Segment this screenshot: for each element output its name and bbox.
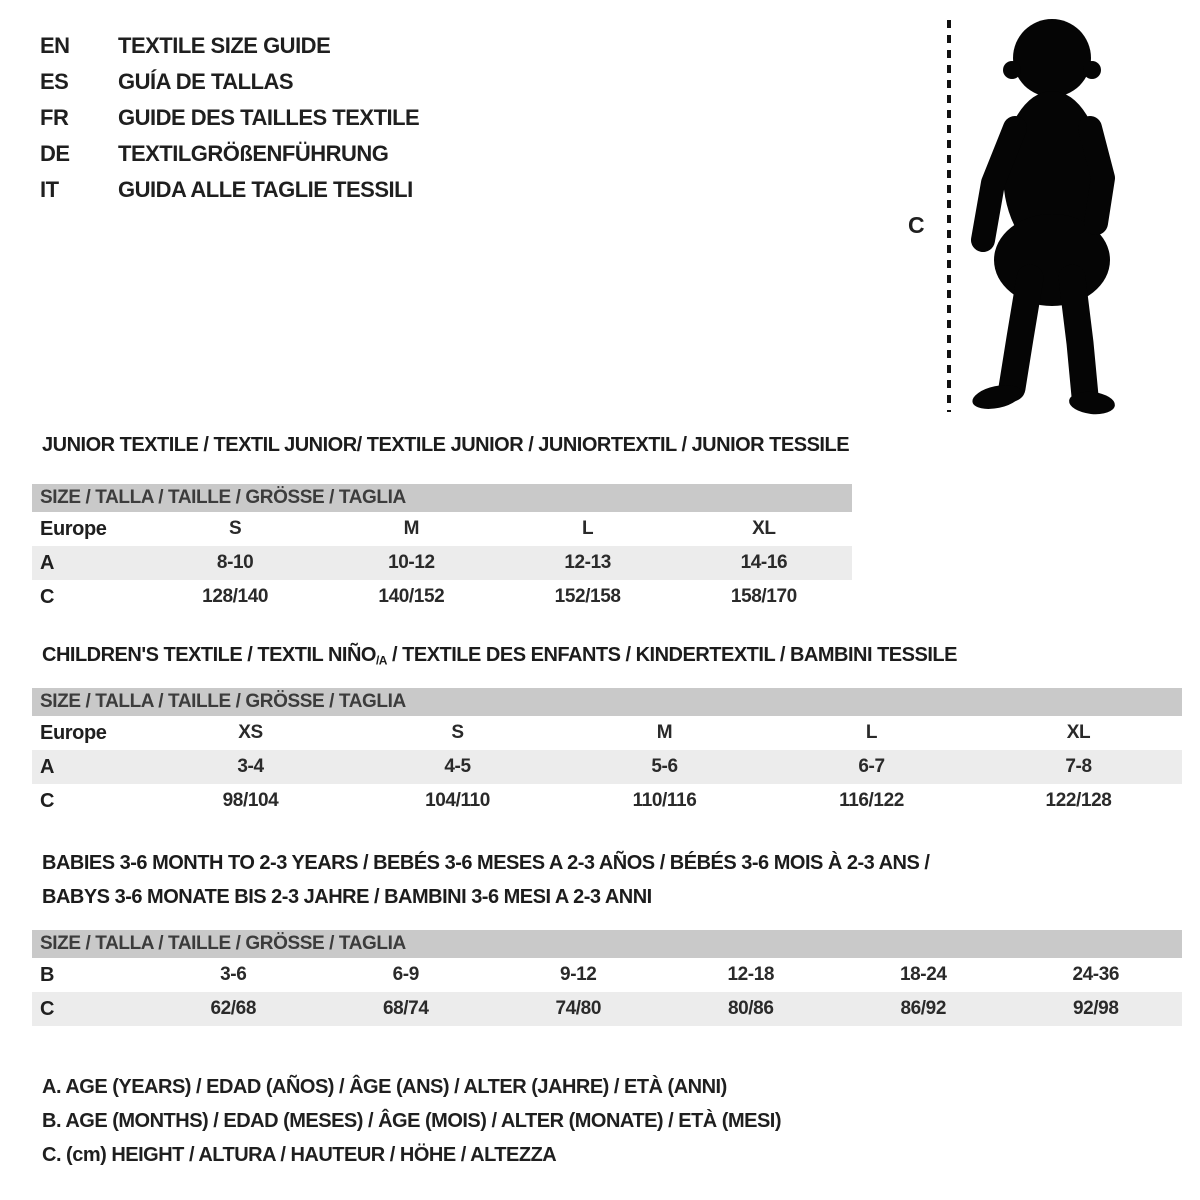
children-size-table <box>32 688 1182 818</box>
table-row-height <box>32 580 852 614</box>
size-table-header: SIZE / TALLA / TAILLE / GRÖSSE / TAGLIA <box>32 484 852 512</box>
height-value: 116/122 <box>839 790 904 811</box>
height-value: 62/68 <box>210 998 257 1019</box>
size-value: L <box>582 518 594 539</box>
age-value: 14-16 <box>740 552 788 573</box>
language-code: DE <box>40 141 70 166</box>
size-value: XL <box>752 518 776 539</box>
language-title: TEXTILGRÖßENFÜHRUNG <box>118 141 389 166</box>
table-row-months <box>32 958 1182 992</box>
height-value: 122/128 <box>1045 790 1112 811</box>
age-value: 5-6 <box>651 756 678 777</box>
language-title-list <box>40 28 419 208</box>
age-value: 8-10 <box>216 552 254 573</box>
babies-heading-line2: BABYS 3-6 MONATE BIS 2-3 JAHRE / BAMBINI 3-6 MESI A 2-3 ANNI <box>42 886 652 908</box>
language-title: GUÍA DE TALLAS <box>118 69 294 94</box>
height-value: 104/110 <box>425 790 490 811</box>
language-code: IT <box>40 177 59 202</box>
row-label: C <box>40 585 55 608</box>
row-label: C <box>40 789 55 812</box>
children-heading-subscript: /A <box>375 653 387 668</box>
table-row-height <box>32 992 1182 1026</box>
row-label: Europe <box>40 517 107 540</box>
language-code: ES <box>40 69 69 94</box>
months-value: 6-9 <box>392 964 419 985</box>
legend-line-b: B. AGE (MONTHS) / EDAD (MESES) / ÂGE (MOIS) / ALTER (MONATE) / ETÀ (MESI) <box>42 1110 782 1132</box>
language-row-fr <box>40 100 419 136</box>
table-row-europe <box>32 716 1182 750</box>
language-row-it <box>40 172 419 208</box>
age-value: 7-8 <box>1065 756 1092 777</box>
height-value: 98/104 <box>222 790 279 811</box>
months-value: 3-6 <box>220 964 247 985</box>
language-code: EN <box>40 33 70 58</box>
row-label: C <box>40 997 55 1020</box>
height-value: 74/80 <box>555 998 602 1019</box>
height-value: 92/98 <box>1072 998 1119 1019</box>
age-value: 6-7 <box>858 756 885 777</box>
size-value: M <box>656 722 673 743</box>
size-value: S <box>228 518 242 539</box>
table-row-europe <box>32 512 852 546</box>
table-row-age <box>32 750 1182 784</box>
height-value: 128/140 <box>202 586 269 607</box>
age-value: 3-4 <box>237 756 264 777</box>
months-value: 18-24 <box>899 964 947 985</box>
table-row-height <box>32 784 1182 818</box>
height-value: 158/170 <box>730 586 797 607</box>
months-value: 24-36 <box>1072 964 1120 985</box>
legend-line-a: A. AGE (YEARS) / EDAD (AÑOS) / ÂGE (ANS) / ALTER (JAHRE) / ETÀ (ANNI) <box>42 1076 727 1098</box>
children-heading-rest: / TEXTILE DES ENFANTS / KINDERTEXTIL / BAMBINI TESSILE <box>386 644 957 666</box>
age-value: 4-5 <box>444 756 471 777</box>
months-value: 12-18 <box>727 964 775 985</box>
size-value: M <box>403 518 420 539</box>
language-title: GUIDE DES TAILLES TEXTILE <box>118 105 420 130</box>
row-label: B <box>40 963 55 986</box>
size-table-header: SIZE / TALLA / TAILLE / GRÖSSE / TAGLIA <box>32 930 1182 958</box>
children-heading-main: CHILDREN'S TEXTILE / TEXTIL NIÑO <box>42 644 376 666</box>
toddler-silhouette <box>900 8 1150 420</box>
babies-section-heading <box>42 846 929 914</box>
language-row-es <box>40 64 419 100</box>
height-value: 140/152 <box>378 586 445 607</box>
table-row-age <box>32 546 852 580</box>
height-value: 86/92 <box>900 998 947 1019</box>
measurement-legend <box>42 1070 781 1172</box>
size-value: S <box>451 722 464 743</box>
height-value: 68/74 <box>382 998 429 1019</box>
height-measure-label: C <box>908 212 925 238</box>
row-label: Europe <box>40 721 107 744</box>
size-value: XL <box>1066 722 1091 743</box>
height-value: 110/116 <box>632 790 697 811</box>
babies-size-table <box>32 930 1182 1026</box>
size-table-header: SIZE / TALLA / TAILLE / GRÖSSE / TAGLIA <box>32 688 1182 716</box>
babies-heading-line1: BABIES 3-6 MONTH TO 2-3 YEARS / BEBÉS 3-6 MESES A 2-3 AÑOS / BÉBÉS 3-6 MOIS À 2-3 ANS / <box>42 852 930 874</box>
size-value: L <box>865 722 878 743</box>
toddler-silhouette-body <box>970 19 1116 416</box>
height-value: 152/158 <box>554 586 621 607</box>
language-row-en <box>40 28 419 64</box>
language-row-de <box>40 136 419 172</box>
months-value: 9-12 <box>560 964 597 985</box>
legend-line-c: C. (cm) HEIGHT / ALTURA / HAUTEUR / HÖHE / ALTEZZA <box>42 1144 557 1166</box>
row-label: A <box>40 551 55 574</box>
language-title: GUIDA ALLE TAGLIE TESSILI <box>118 177 413 202</box>
children-section-heading <box>42 644 957 667</box>
junior-size-table <box>32 484 852 614</box>
language-title: TEXTILE SIZE GUIDE <box>118 33 331 58</box>
junior-section-heading: JUNIOR TEXTILE / TEXTIL JUNIOR/ TEXTILE JUNIOR / JUNIORTEXTIL / JUNIOR TESSILE <box>42 434 850 456</box>
age-value: 12-13 <box>564 552 611 573</box>
height-value: 80/86 <box>727 998 774 1019</box>
language-code: FR <box>40 105 69 130</box>
row-label: A <box>40 755 55 778</box>
size-value: XS <box>238 722 263 743</box>
age-value: 10-12 <box>388 552 435 573</box>
